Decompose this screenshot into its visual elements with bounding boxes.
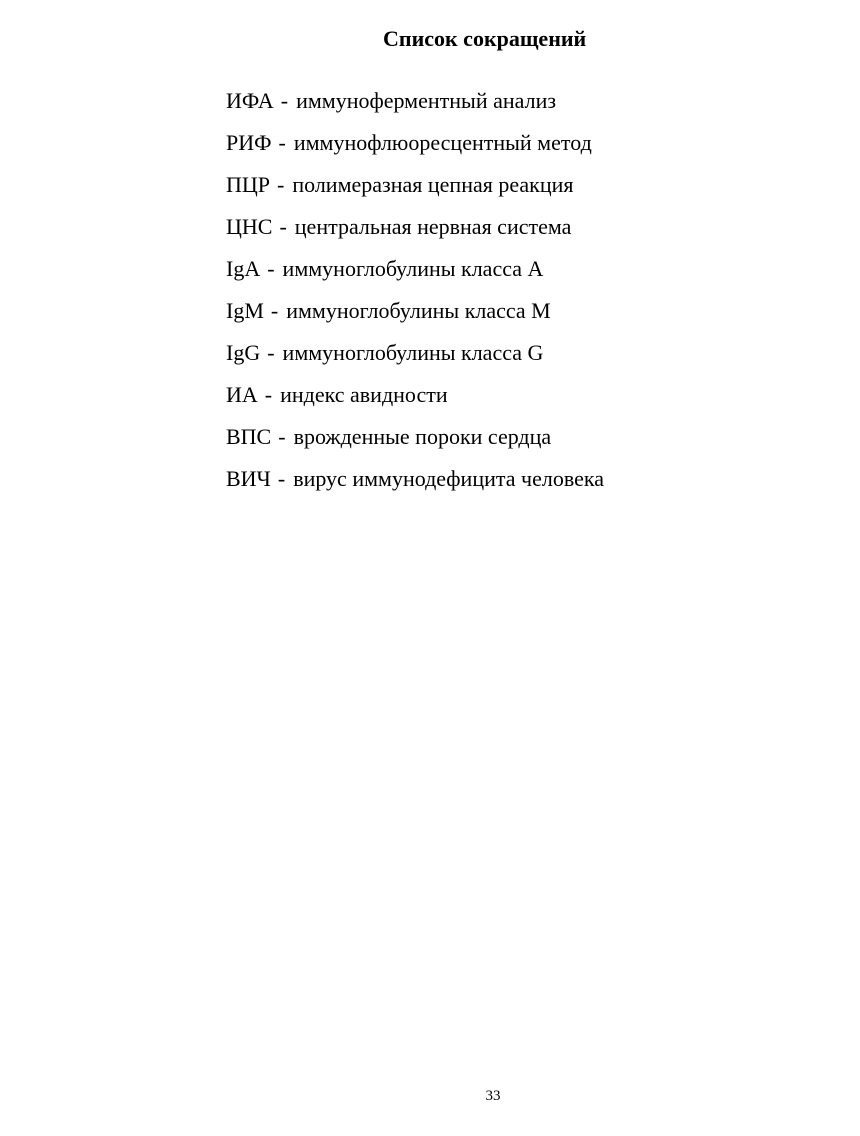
- abbreviation-definition: врожденные пороки сердца: [293, 424, 552, 449]
- abbreviation-definition: иммуноглобулины класса А: [282, 256, 544, 281]
- page-number: 33: [485, 1088, 501, 1104]
- abbreviation-term: ИА: [226, 382, 258, 407]
- list-item: [226, 248, 826, 290]
- abbreviation-separator: -: [279, 214, 287, 239]
- abbreviation-definition: иммуноглобулины класса М: [286, 298, 551, 323]
- abbreviation-term: ПЦР: [226, 172, 271, 197]
- list-item: [226, 290, 826, 332]
- abbreviation-term: ВИЧ: [226, 466, 271, 491]
- abbreviation-definition: иммуноферментный анализ: [296, 88, 557, 113]
- abbreviation-term: IgM: [226, 298, 264, 323]
- abbreviation-term: ЦНС: [226, 214, 273, 239]
- abbreviation-definition: центральная нервная система: [294, 214, 572, 239]
- abbreviation-separator: -: [264, 382, 273, 407]
- abbreviation-term: РИФ: [226, 130, 272, 155]
- abbreviation-list: [226, 80, 826, 500]
- list-item: [226, 374, 826, 416]
- abbreviation-separator: -: [278, 424, 286, 449]
- page-title: Список сокращений: [383, 26, 587, 51]
- abbreviation-separator: -: [277, 172, 285, 197]
- list-item: [226, 416, 826, 458]
- abbreviation-definition: полимеразная цепная реакция: [292, 172, 574, 197]
- abbreviation-term: ВПС: [226, 424, 272, 449]
- abbreviation-definition: иммуноглобулины класса G: [282, 340, 544, 365]
- abbreviation-separator: -: [278, 130, 286, 155]
- abbreviation-term: IgA: [226, 256, 261, 281]
- list-item: [226, 458, 826, 500]
- abbreviation-definition: иммунофлюоресцентный метод: [293, 130, 592, 155]
- abbreviation-definition: индекс авидности: [280, 382, 448, 407]
- abbreviation-separator: -: [280, 88, 289, 113]
- list-item: [226, 332, 826, 374]
- abbreviation-definition: вирус иммунодефицита человека: [293, 466, 604, 491]
- abbreviation-term: IgG: [226, 340, 261, 365]
- abbreviation-term: ИФА: [226, 88, 274, 113]
- abbreviation-separator: -: [270, 298, 279, 323]
- list-item: [226, 164, 826, 206]
- abbreviation-separator: -: [267, 256, 275, 281]
- list-item: [226, 80, 826, 122]
- list-item: [226, 206, 826, 248]
- abbreviation-separator: -: [277, 466, 286, 491]
- list-item: [226, 122, 826, 164]
- abbreviation-separator: -: [267, 340, 275, 365]
